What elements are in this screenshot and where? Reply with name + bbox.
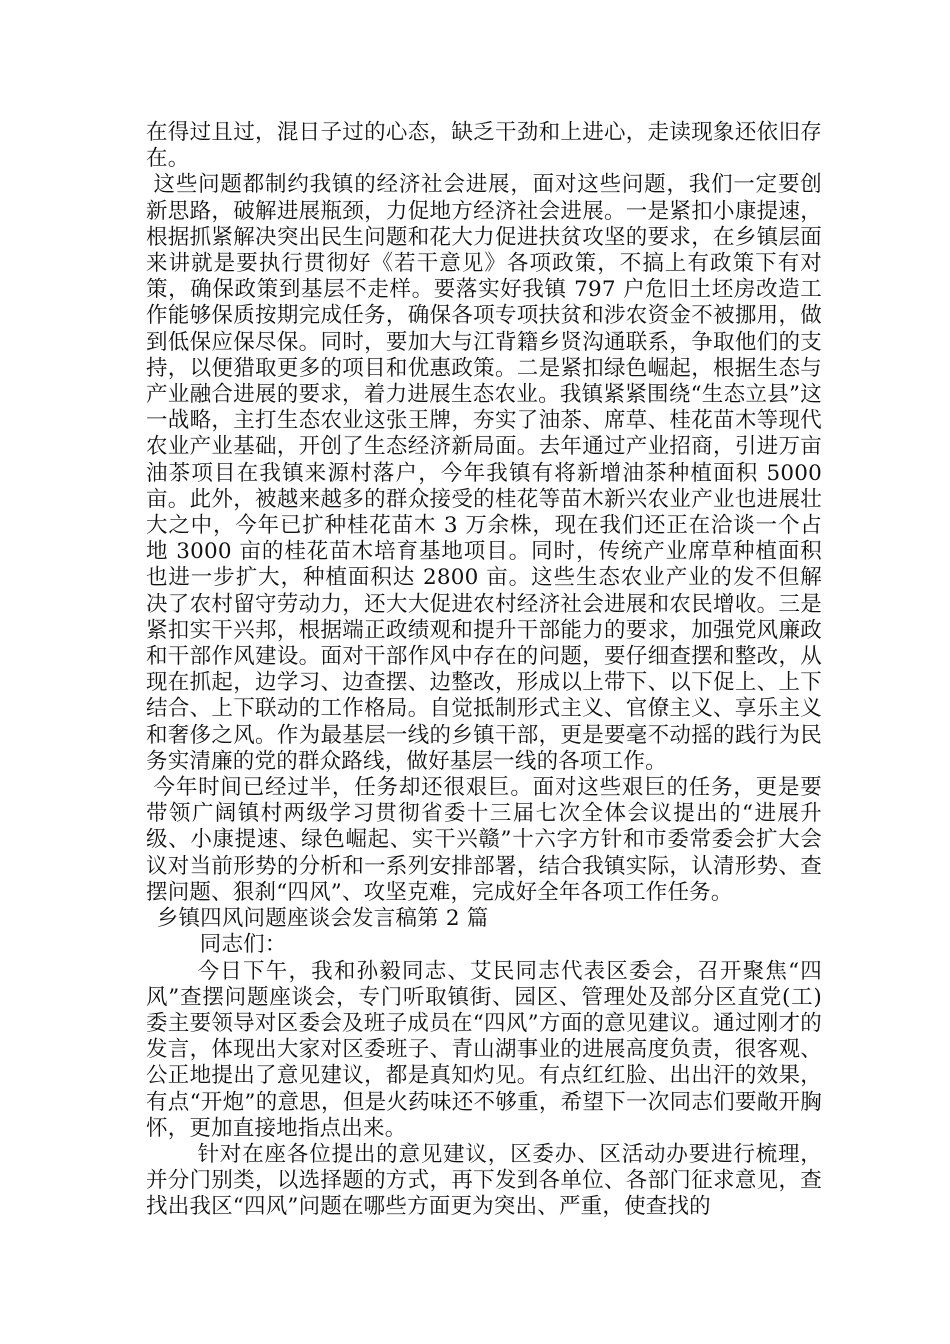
paragraph-meeting-summary: 今日下午，我和孙毅同志、艾民同志代表区委会，召开聚焦“四风”查摆问题座谈会，专门听取镇街、园区、管理处及部分区直党(工)委主要领导对区委会及班子成员在“四风”方面的意见建议。通过刚才的发言，体现出大家对区委班子、青山湖事业的进展高度负责，很客观、公正地提出了意见建议，都是真知灼见。有点红红脸、出出汗的效果，有点“开炮”的意思，但是火药味还不够重，希望下一次同志们要敞开胸怀，更加直接地指点出来。 xyxy=(146,958,822,1141)
paragraph-follow-up: 针对在座各位提出的意见建议，区委办、区活动办要进行梳理，并分门别类，以选择题的方式，再下发到各单位、各部门征求意见，查找出我区“四风”问题在哪些方面更为突出、严重，使查找的 xyxy=(146,1141,822,1220)
salutation: 同志们： xyxy=(199,932,287,958)
paragraph-tasks-ahead: 今年时间已经过半，任务却还很艰巨。面对这些艰巨的任务，更是要带领广阔镇村两级学习贯彻省委十三届七次全体会议提出的“进展升级、小康提速、绿色崛起、实干兴赣”十六字方针和市委常委会扩大会议对当前形势的分析和一系列安排部署，结合我镇实际，认清形势、查摆问题、狠刹“四风”、攻坚克难，完成好全年各项工作任务。 xyxy=(146,775,822,905)
document-body xyxy=(146,120,822,1221)
paragraph-problems-and-measures: 这些问题都制约我镇的经济社会进展，面对这些问题，我们一定要创新思路，破解进展瓶颈，力促地方经济社会进展。一是紧扣小康提速，根据抓紧解决突出民生问题和花大力促进扶贫攻坚的要求，在乡镇层面来讲就是要执行贯彻好《若干意见》各项政策，不搞上有政策下有对策，确保政策到基层不走样。要落实好我镇 797 户危旧土坯房改造工作能够保质按期完成任务，确保各项专项扶贫和涉农资金不被挪用，做到低保应保尽保。同时，要加大与江背籍乡贤沟通联系，争取他们的支持，以便猎取更多的项目和优惠政策。二是紧扣绿色崛起，根据生态与产业融合进展的要求，着力进展生态农业。我镇紧紧围绕“生态立县”这一战略，主打生态农业这张王牌，夯实了油茶、席草、桂花苗木等现代农业产业基础，开创了生态经济新局面。去年通过产业招商，引进万亩油茶项目在我镇来源村落户，今年我镇有将新增油茶种植面积 5000 亩。此外，被越来越多的群众接受的桂花等苗木新兴农业产业也进展壮大之中，今年已扩种桂花苗木 3 万余株，现在我们还正在洽谈一个占地 3000 亩的桂花苗木培育基地项目。同时，传统产业席草种植面积也进一步扩大，种植面积达 2800 亩。这些生态农业产业的发不但解决了农村留守劳动力，还大大促进农村经济社会进展和农民增收。三是紧扣实干兴邦，根据端正政绩观和提升干部能力的要求，加强党风廉政和干部作风建设。面对干部作风中存在的问题，要仔细查摆和整改，从现在抓起，边学习、边查摆、边整改，形成以上带下、以下促上、上下结合、上下联动的工作格局。自觉抵制形式主义、官僚主义、享乐主义和奢侈之风。作为最基层一线的乡镇干部，更是要毫不动摇的践行为民务实清廉的党的群众路线，做好基层一线的各项工作。 xyxy=(146,172,822,774)
section-heading: 乡镇四风问题座谈会发言稿第 2 篇 xyxy=(156,906,489,932)
paragraph-continuation: 在得过且过，混日子过的心态，缺乏干劲和上进心，走读现象还依旧存在。 xyxy=(146,120,822,172)
